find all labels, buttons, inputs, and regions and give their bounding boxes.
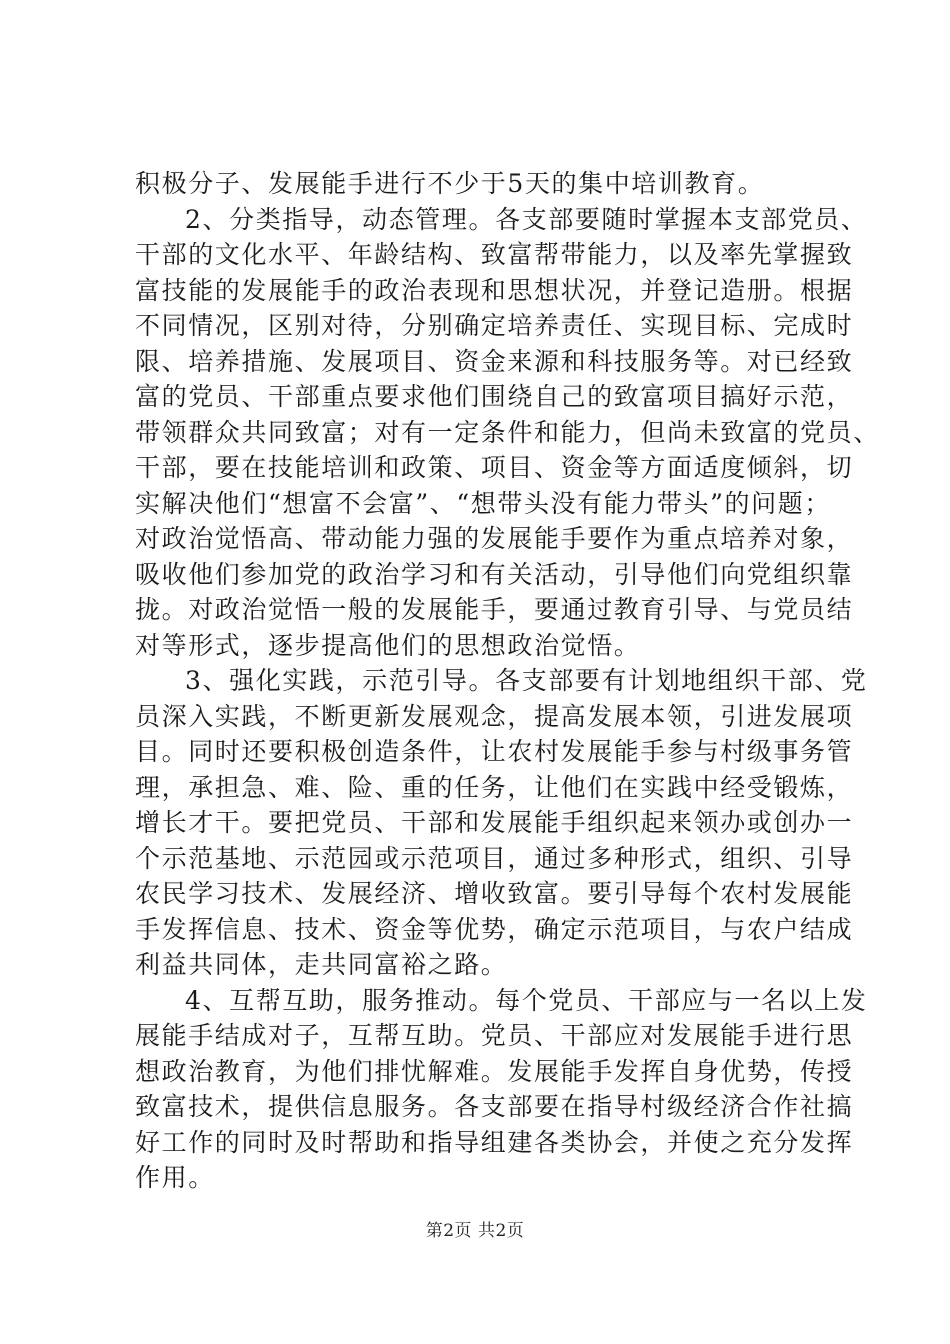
text-line: 农民学习技术、发展经济、增收致富。要引导每个农村发展能: [135, 879, 854, 908]
paragraph-2-start: 2、分类指导，动态管理。各支部要随时掌握本支部党员、: [185, 204, 868, 234]
text-line: 理，承担急、难、险、重的任务，让他们在实践中经受锻炼，: [135, 772, 854, 802]
text-line: 作用。: [135, 1163, 215, 1192]
paragraph-3-start: 3、强化实践，示范引导。各支部要有计划地组织干部、党: [185, 666, 868, 695]
text-line: 利益共同体，走共同富裕之路。: [135, 950, 508, 979]
text-line: 对等形式，逐步提高他们的思想政治觉悟。: [135, 630, 641, 660]
text-line: 干部的文化水平、年龄结构、致富帮带能力，以及率先掌握致: [135, 240, 854, 269]
text-line: 带领群众共同致富；对有一定条件和能力，但尚未致富的党员、: [135, 417, 880, 447]
text-line: 限、培养措施、发展项目、资金来源和科技服务等。对已经致: [135, 346, 854, 376]
body-text: [135, 166, 880, 1196]
text-line: 不同情况，区别对待，分别确定培养责任、实现目标、完成时: [135, 311, 854, 340]
text-line: 富的党员、干部重点要求他们围绕自己的致富项目搞好示范，: [135, 382, 854, 411]
text-line: 员深入实践，不断更新发展观念，提高发展本领，引进发展项: [135, 701, 854, 731]
text-line: 展能手结成对子，互帮互助。党员、干部应对发展能手进行思: [135, 1021, 854, 1050]
text-line: 吸收他们参加党的政治学习和有关活动，引导他们向党组织靠: [135, 559, 854, 589]
text-line: 目。同时还要积极创造条件，让农村发展能手参与村级事务管: [135, 737, 854, 766]
paragraph-4-start: 4、互帮互助，服务推动。每个党员、干部应与一名以上发: [185, 985, 868, 1015]
text-line: 积极分子、发展能手进行不少于5天的集中培训教育。: [135, 169, 765, 198]
text-line: 增长才干。要把党员、干部和发展能手组织起来领办或创办一: [135, 808, 854, 837]
text-line: 致富技术，提供信息服务。各支部要在指导村级经济合作社搞: [135, 1092, 854, 1121]
page-number-footer: 第2页 共2页: [425, 1221, 525, 1241]
text-line: 干部，要在技能培训和政策、项目、资金等方面适度倾斜，切: [135, 453, 854, 482]
text-line: 手发挥信息、技术、资金等优势，确定示范项目，与农户结成: [135, 914, 854, 944]
text-line: 想政治教育，为他们排忧解难。发展能手发挥自身优势，传授: [135, 1056, 854, 1086]
text-line: 拢。对政治觉悟一般的发展能手，要通过教育引导、与党员结: [135, 595, 854, 624]
text-line: 个示范基地、示范园或示范项目，通过多种形式，组织、引导: [135, 843, 854, 873]
text-line: 好工作的同时及时帮助和指导组建各类协会，并使之充分发挥: [135, 1127, 854, 1157]
text-line: 对政治觉悟高、带动能力强的发展能手要作为重点培养对象，: [135, 524, 854, 553]
text-line: 富技能的发展能手的政治表现和思想状况，并登记造册。根据: [135, 275, 854, 305]
text-line: 实解决他们“想富不会富”、“想带头没有能力带头”的问题；: [135, 488, 831, 518]
